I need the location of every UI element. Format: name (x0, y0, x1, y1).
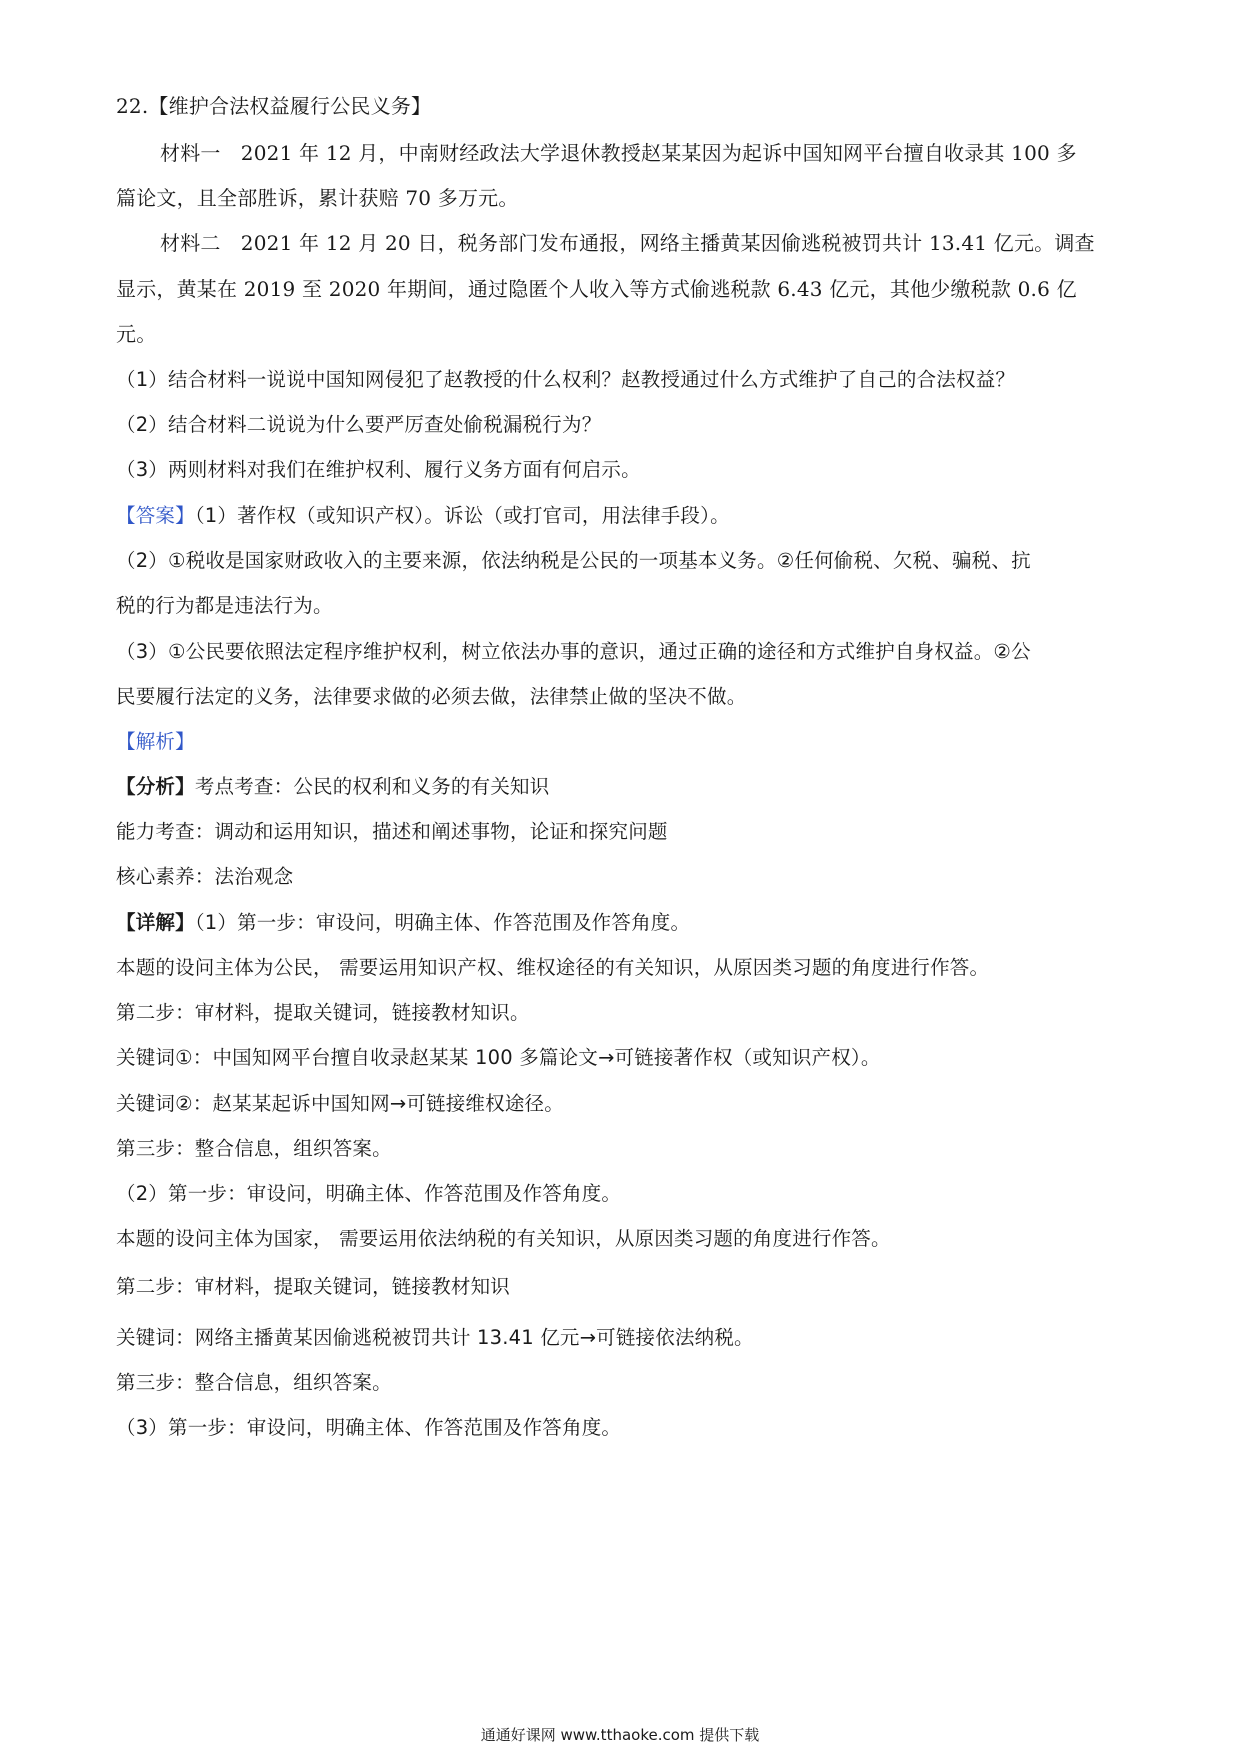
answer-1-row (116, 502, 1126, 530)
material2-line2: 显示，黄某在 2019 至 2020 年期间，通过隐匿个人收入等方式偷逃税款 6.43 亿元，其他少缴税款 0.6 亿 (116, 277, 1077, 301)
fenxi-row (116, 773, 1126, 801)
material2-line1: 材料二 2021 年 12 月 20 日，税务部门发布通报，网络主播黄某因偷逃税被罚共计 13.41 亿元。调查 (160, 231, 1095, 255)
answer-3-line1: （3）①公民要依照法定程序维护权利，树立依法办事的意识，通过正确的途径和方式维护自身权益。②公 (116, 640, 1031, 663)
detail-2-subject: 本题的设问主体为国家， 需要运用依法纳税的有关知识，从原因类习题的角度进行作答。 (116, 1227, 891, 1250)
detail-1-keyword2: 关键词②：赵某某起诉中国知网→可链接维权途径。 (116, 1092, 564, 1115)
detail-1-keyword1: 关键词①：中国知网平台擅自收录赵某某 100 多篇论文→可链接著作权（或知识产权）。 (116, 1046, 881, 1069)
question-heading (116, 92, 1126, 120)
question-3: （3）两则材料对我们在维护权利、履行义务方面有何启示。 (116, 458, 641, 481)
material1-line2: 篇论文，且全部胜诉，累计获赔 70 多万元。 (116, 186, 519, 210)
material2-line3: 元。 (116, 322, 157, 346)
detail-3-step1: （3）第一步：审设问，明确主体、作答范围及作答角度。 (116, 1416, 622, 1439)
question-1: （1）结合材料一说说中国知网侵犯了赵教授的什么权利？赵教授通过什么方式维护了自己的合法权益？ (116, 368, 1016, 391)
page-footer: 通通好课网 www.tthaoke.com 提供下载 (480, 1726, 760, 1744)
question-2: （2）结合材料二说说为什么要严厉查处偷税漏税行为？ (116, 413, 602, 436)
core-line: 核心素养：法治观念 (116, 865, 294, 888)
question-number: 22. (116, 94, 149, 118)
detail-1-subject: 本题的设问主体为公民， 需要运用知识产权、维权途径的有关知识，从原因类习题的角度进行作答。 (116, 956, 990, 979)
answer-2-line2: 税的行为都是违法行为。 (116, 594, 333, 617)
analysis-tag: 【解析】 (116, 730, 195, 753)
answer-3-line2: 民要履行法定的义务，法律要求做的必须去做，法律禁止做的坚决不做。 (116, 685, 747, 708)
detail-1-step1: （1）第一步：审设问，明确主体、作答范围及作答角度。 (194, 911, 691, 934)
answer-2-line1: （2）①税收是国家财政收入的主要来源，依法纳税是公民的一项基本义务。②任何偷税、欠税、骗税、抗 (116, 549, 1031, 572)
material1-line1: 材料一 2021 年 12 月，中南财经政法大学退休教授赵某某因为起诉中国知网平台擅自收录其 100 多 (160, 141, 1077, 165)
detail-tag: 【详解】 (116, 911, 195, 934)
answer-1: （1）著作权（或知识产权）。诉讼（或打官司，用法律手段）。 (194, 504, 730, 527)
fenxi-tag: 【分析】 (116, 775, 195, 798)
detail-2-step2: 第二步：审材料，提取关键词，链接教材知识 (116, 1275, 511, 1298)
detail-1-step3: 第三步：整合信息，组织答案。 (116, 1137, 392, 1160)
question-title: 【维护合法权益履行公民义务】 (148, 94, 432, 118)
ability-line: 能力考查：调动和运用知识，描述和阐述事物，论证和探究问题 (116, 820, 668, 843)
detail-1-step2: 第二步：审材料，提取关键词，链接教材知识。 (116, 1001, 530, 1024)
fenxi-text: 考点考查：公民的权利和义务的有关知识 (194, 775, 550, 798)
detail-2-step1: （2）第一步：审设问，明确主体、作答范围及作答角度。 (116, 1182, 622, 1205)
detail-row (116, 909, 1126, 937)
detail-2-step3: 第三步：整合信息，组织答案。 (116, 1371, 392, 1394)
answer-tag: 【答案】 (116, 504, 195, 527)
detail-2-keyword: 关键词：网络主播黄某因偷逃税被罚共计 13.41 亿元→可链接依法纳税。 (116, 1326, 754, 1349)
